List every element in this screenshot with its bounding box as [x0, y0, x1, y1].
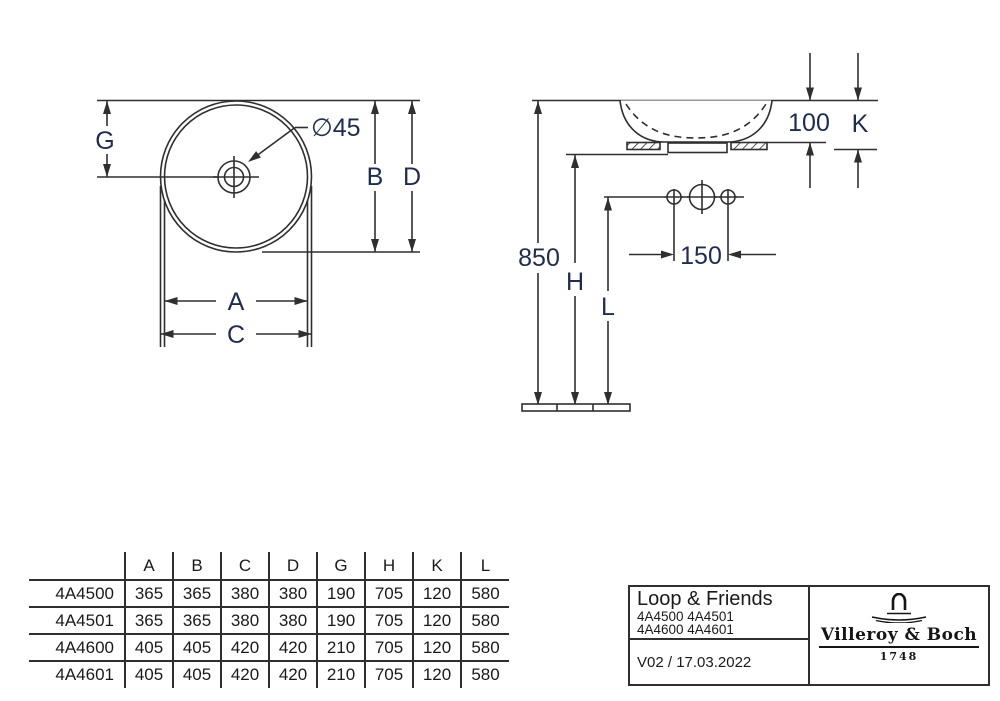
col-header-a: A	[125, 552, 173, 580]
table-row	[29, 634, 509, 661]
product-codes-line1: 4A4500 4A4501	[637, 609, 734, 624]
dimension-install-height	[518, 101, 560, 406]
model-number: 4A4601	[55, 665, 114, 684]
brand-name: Villeroy & Boch	[819, 625, 979, 648]
version-date: V02 / 17.03.2022	[637, 654, 752, 671]
value-cell: 705	[365, 607, 413, 634]
bowl-profile	[620, 101, 772, 143]
value-cell: 580	[461, 607, 509, 634]
product-info	[630, 587, 808, 640]
value-cell: 380	[221, 580, 269, 607]
value-cell: 705	[365, 634, 413, 661]
label-d: D	[402, 163, 422, 191]
countertop	[566, 143, 877, 155]
brand-logo	[810, 587, 988, 684]
model-number: 4A4600	[29, 634, 125, 661]
table-header-row	[29, 552, 509, 580]
table-row	[29, 661, 509, 688]
dimensions-table	[29, 552, 509, 688]
value-cell: 580	[461, 634, 509, 661]
value-cell: 580	[461, 580, 509, 607]
value-cell: 405	[125, 634, 173, 661]
label-b: B	[366, 163, 384, 191]
col-header-l: L	[461, 552, 509, 580]
label-tap-spacing: 150	[680, 242, 722, 270]
value-cell: 405	[173, 634, 221, 661]
table-row	[29, 607, 509, 634]
table-row	[29, 580, 509, 607]
table-corner-cell	[29, 552, 125, 580]
label-k: K	[851, 110, 869, 138]
value-cell: 380	[221, 607, 269, 634]
col-header-h: H	[365, 552, 413, 580]
dimension-g	[95, 101, 114, 178]
product-codes-line2: 4A4600 4A4601	[637, 622, 734, 637]
label-c: C	[226, 321, 246, 349]
floor-line	[522, 404, 630, 411]
brand-year: 1748	[879, 650, 919, 663]
value-cell: 705	[365, 661, 413, 688]
col-header-g: G	[317, 552, 365, 580]
value-cell: 705	[365, 580, 413, 607]
value-cell: 380	[269, 580, 317, 607]
value-cell: 210	[317, 634, 365, 661]
model-number: 4A4500	[29, 580, 125, 607]
side-view-drawing	[518, 53, 878, 411]
col-header-c: C	[221, 552, 269, 580]
value-cell: 120	[413, 661, 461, 688]
dimension-c	[161, 321, 312, 349]
dimension-b	[367, 101, 384, 253]
value-cell: 365	[125, 607, 173, 634]
value-cell: 405	[173, 661, 221, 688]
value-cell: 190	[317, 580, 365, 607]
col-header-k: K	[413, 552, 461, 580]
label-drain-diameter: ∅45	[311, 114, 361, 142]
title-block-left	[630, 587, 810, 684]
label-basin-height: 100	[788, 109, 830, 137]
model-number: 4A4501	[29, 607, 125, 634]
dimension-k	[852, 53, 869, 188]
value-cell: 365	[173, 607, 221, 634]
value-cell: 365	[173, 580, 221, 607]
value-cell: 120	[413, 634, 461, 661]
value-cell: 190	[317, 607, 365, 634]
top-view-drawing	[95, 101, 421, 350]
label-a: A	[227, 288, 245, 316]
label-h: H	[565, 268, 585, 296]
dimension-h	[566, 155, 584, 406]
label-install-height: 850	[518, 244, 560, 272]
value-cell: 380	[269, 607, 317, 634]
dimension-d	[403, 101, 421, 253]
dimension-basin-height	[788, 53, 830, 188]
title-block	[628, 585, 990, 686]
label-l: L	[601, 293, 615, 321]
col-header-d: D	[269, 552, 317, 580]
value-cell: 420	[221, 634, 269, 661]
value-cell: 580	[461, 661, 509, 688]
value-cell: 420	[269, 634, 317, 661]
product-name: Loop & Friends	[637, 588, 773, 610]
value-cell: 405	[125, 661, 173, 688]
value-cell: 365	[125, 580, 173, 607]
value-cell: 420	[221, 661, 269, 688]
dimension-l	[601, 197, 615, 405]
dimension-tap-spacing	[629, 205, 776, 270]
brand-arch-icon	[867, 593, 931, 623]
label-g: G	[95, 127, 115, 155]
value-cell: 420	[269, 661, 317, 688]
value-cell: 120	[413, 607, 461, 634]
value-cell: 210	[317, 661, 365, 688]
value-cell: 120	[413, 580, 461, 607]
dimension-a	[165, 288, 308, 316]
col-header-b: B	[173, 552, 221, 580]
